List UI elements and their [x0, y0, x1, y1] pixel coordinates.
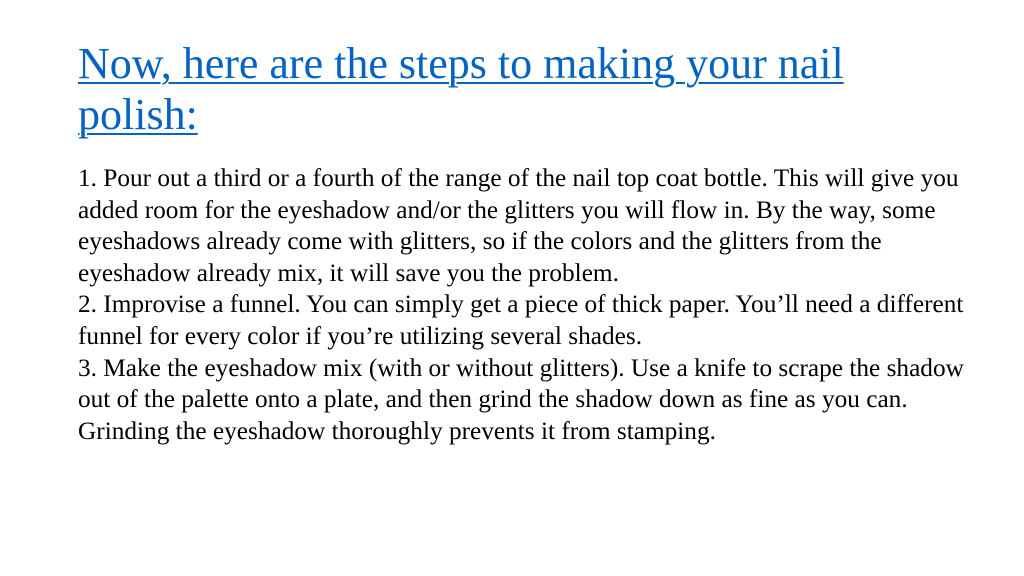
slide-title[interactable]: Now, here are the steps to making your nail polish: [78, 39, 844, 139]
step-1: 1. Pour out a third or a fourth of the range of the nail top coat bottle. This will give you added room for the eyeshadow and/or the glitters you will flow in. By the way, some eyeshadows already come with glitters, so if the colors and the glitters from the eyeshadow already mix, it will save you the problem. [78, 164, 959, 287]
step-3: 3. Make the eyeshadow mix (with or without glitters). Use a knife to scrape the shadow out of the palette onto a plate, and then grind the shadow down as fine as you can. Grinding the eyeshadow thoroughly prevents it from stamping. [78, 353, 964, 445]
steps-body [78, 163, 978, 447]
step-2: 2. Improvise a funnel. You can simply get a piece of thick paper. You’ll need a different funnel for every color if you’re utilizing several shades. [78, 290, 964, 350]
